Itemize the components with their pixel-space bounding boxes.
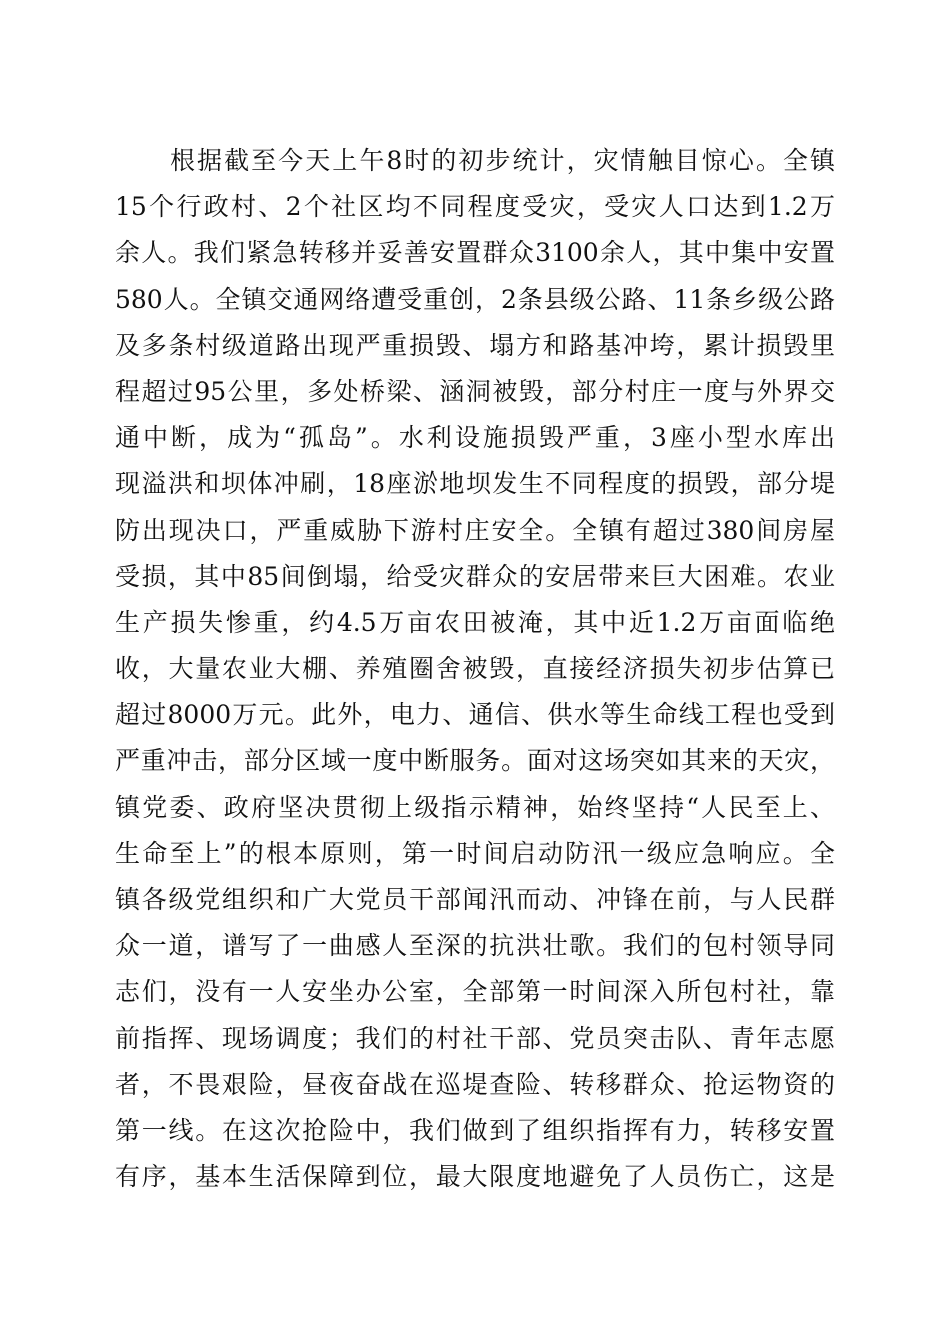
paragraph-line: 现溢洪和坝体冲刷，18座淤地坝发生不同程度的损毁，部分堤 — [115, 469, 835, 499]
paragraph-line: 生产损失惨重，约4.5万亩农田被淹，其中近1.2万亩面临绝 — [115, 607, 835, 637]
paragraph-line: 通中断，成为“孤岛”。水利设施损毁严重，3座小型水库出 — [115, 423, 835, 453]
paragraph-line: 受损，其中85间倒塌，给受灾群众的安居带来巨大困难。农业 — [115, 561, 835, 591]
paragraph-line: 收，大量农业大棚、养殖圈舍被毁，直接经济损失初步估算已 — [115, 654, 835, 684]
paragraph-line: 超过8000万元。此外，电力、通信、供水等生命线工程也受到 — [115, 700, 835, 730]
paragraph-line: 者，不畏艰险，昼夜奋战在巡堤查险、转移群众、抢运物资的 — [115, 1069, 835, 1099]
paragraph-line: 余人。我们紧急转移并妥善安置群众3100余人，其中集中安置 — [115, 238, 835, 268]
paragraph-line: 众一道，谱写了一曲感人至深的抗洪壮歌。我们的包村领导同 — [115, 931, 835, 961]
paragraph-line: 第一线。在这次抢险中，我们做到了组织指挥有力，转移安置 — [115, 1115, 835, 1145]
paragraph-line: 镇党委、政府坚决贯彻上级指示精神，始终坚持“人民至上、 — [115, 792, 835, 822]
paragraph-line: 程超过95公里，多处桥梁、涵洞被毁，部分村庄一度与外界交 — [115, 376, 835, 406]
paragraph-line: 镇各级党组织和广大党员干部闻汛而动、冲锋在前，与人民群 — [115, 885, 835, 914]
paragraph-line: 根据截至今天上午8时的初步统计，灾情触目惊心。全镇 — [170, 146, 835, 175]
paragraph-line: 及多条村级道路出现严重损毁、塌方和路基冲垮，累计损毁里 — [115, 330, 835, 360]
paragraph-line: 15个行政村、2个社区均不同程度受灾，受灾人口达到1.2万 — [115, 192, 835, 222]
body-paragraph — [115, 138, 835, 1200]
paragraph-line: 严重冲击，部分区域一度中断服务。面对这场突如其来的天灾， — [115, 746, 835, 776]
paragraph-line: 生命至上”的根本原则，第一时间启动防汛一级应急响应。全 — [115, 838, 835, 868]
paragraph-line: 防出现决口，严重威胁下游村庄安全。全镇有超过380间房屋 — [115, 515, 835, 545]
paragraph-line: 前指挥、现场调度；我们的村社干部、党员突击队、青年志愿 — [115, 1023, 835, 1053]
paragraph-line: 有序，基本生活保障到位，最大限度地避免了人员伤亡，这是 — [115, 1162, 835, 1192]
paragraph-line: 志们，没有一人安坐办公室，全部第一时间深入所包村社，靠 — [115, 977, 835, 1007]
paragraph-line: 580人。全镇交通网络遭受重创，2条县级公路、11条乡级公路 — [115, 284, 835, 314]
